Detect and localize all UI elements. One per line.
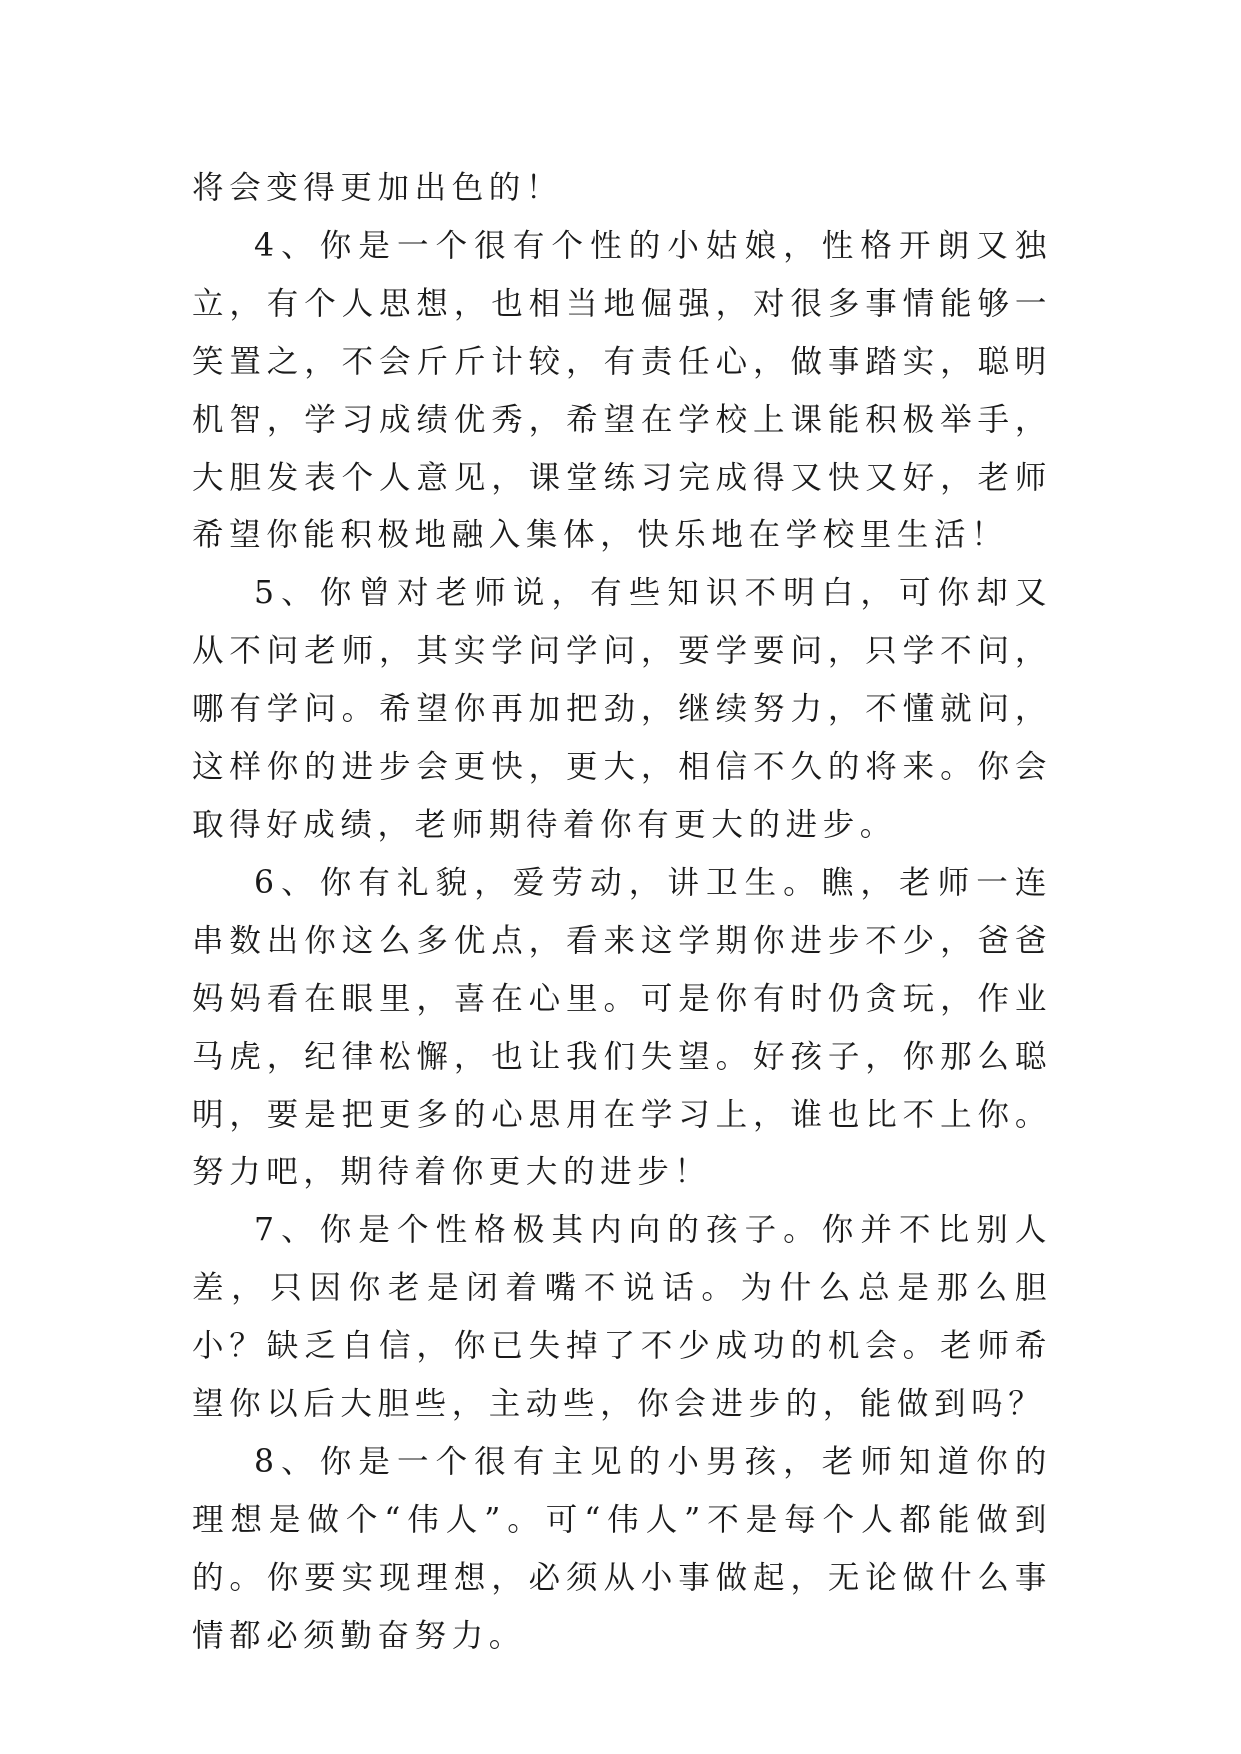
paragraph-comment-8: 8、你是一个很有主见的小男孩，老师知道你的理想是做个“伟人”。可“伟人”不是每个人都能做到的。你要实现理想，必须从小事做起，无论做什么事情都必须勤奋努力。 — [192, 1443, 1052, 1654]
paragraph-comment-6: 6、你有礼貌，爱劳动，讲卫生。瞧，老师一连串数出你这么多优点，看来这学期你进步不少，爸爸妈妈看在眼里，喜在心里。可是你有时仍贪玩，作业马虎，纪律松懈，也让我们失望。好孩子，你那么聪明，要是把更多的心思用在学习上，谁也比不上你。努力吧，期待着你更大的进步！ — [192, 864, 1052, 1191]
paragraph-comment-4: 4、你是一个很有个性的小姑娘，性格开朗又独立，有个人思想，也相当地倔强，对很多事情能够一笑置之，不会斤斤计较，有责任心，做事踏实，聪明机智，学习成绩优秀，希望在学校上课能积极举手，大胆发表个人意见，课堂练习完成得又快又好，老师希望你能积极地融入集体，快乐地在学校里生活！ — [192, 227, 1052, 554]
paragraph-continuation: 将会变得更加出色的！ — [192, 170, 564, 206]
document-body — [192, 160, 1052, 1666]
paragraph-comment-5: 5、你曾对老师说，有些知识不明白，可你却又从不问老师，其实学问学问，要学要问，只学不问，哪有学问。希望你再加把劲，继续努力，不懂就问，这样你的进步会更快，更大，相信不久的将来。你会取得好成绩，老师期待着你有更大的进步。 — [192, 575, 1052, 843]
paragraph-comment-7: 7、你是个性格极其内向的孩子。你并不比别人差，只因你老是闭着嘴不说话。为什么总是那么胆小？缺乏自信，你已失掉了不少成功的机会。老师希望你以后大胆些，主动些，你会进步的，能做到吗？ — [192, 1212, 1052, 1423]
